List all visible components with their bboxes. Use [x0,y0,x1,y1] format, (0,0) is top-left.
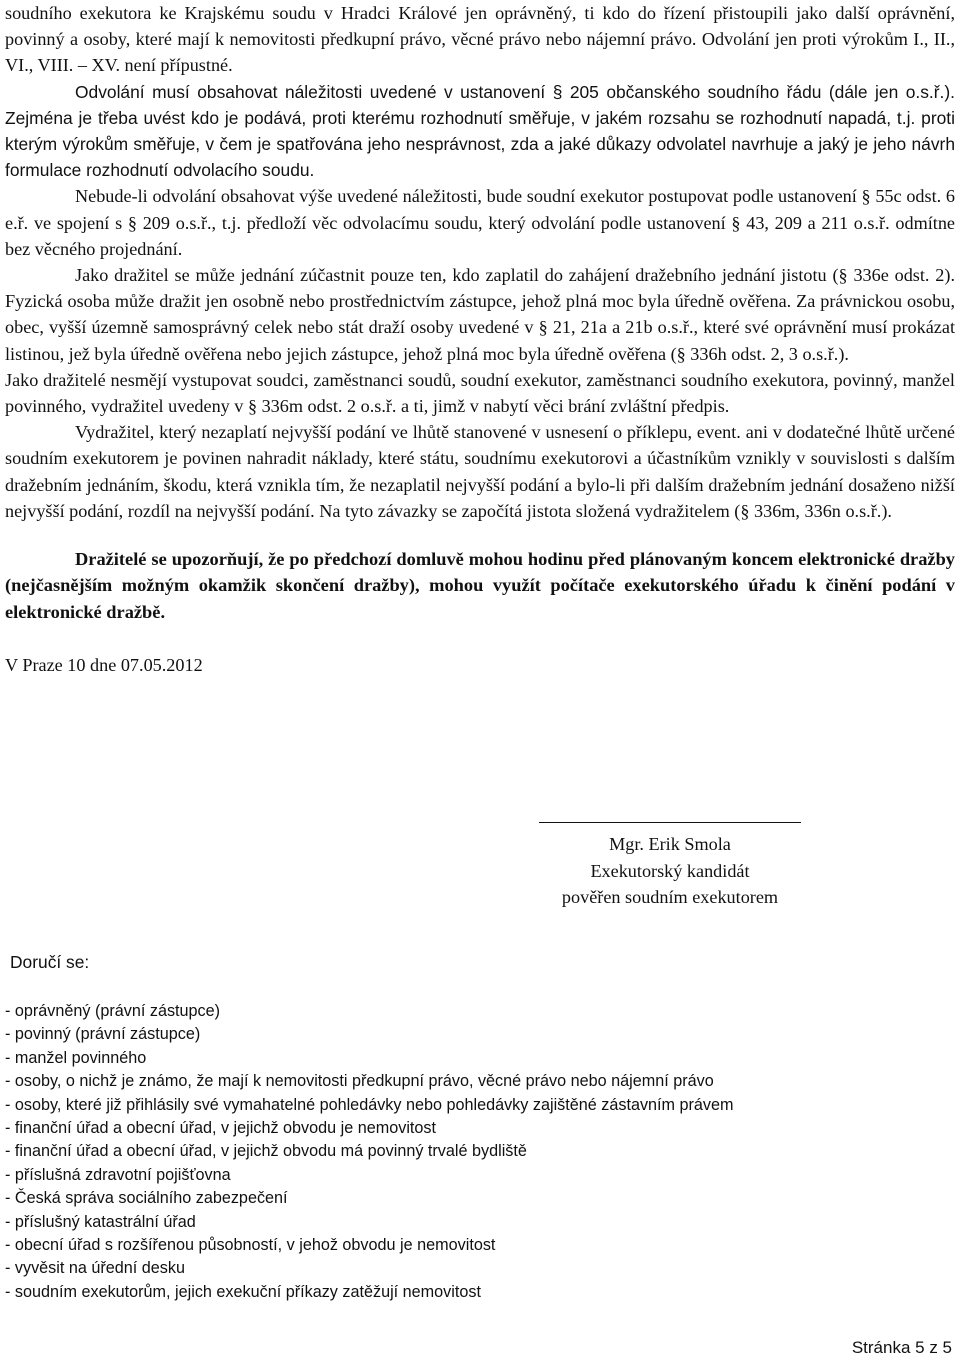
signer-name: Mgr. Erik Smola [609,834,731,854]
list-item: - finanční úřad a obecní úřad, v jejichž obvodu má povinný trvalé bydliště [5,1142,527,1161]
signer-role: Exekutorský kandidát [590,860,750,881]
signature-block [530,822,810,911]
list-item: - osoby, které již přihlásily své vymahatelné pohledávky nebo pohledávky zajištěné zástavním právem [5,1095,734,1114]
paragraph-nonpayment: Vydražitel, který nezaplatí nejvyšší podání ve lhůtě stanovené v usnesení o příklepu, event. ani v dodatečné lhůtě určené soudním exekutorem je povinen nahradit náklady, které státu, soudnímu exekutorovi a účastníkům vznikly v souvislosti s dalším dražebním jednáním, škodu, která vznikla tím, že nezaplatil nejvyšší podání a bylo-li při dalším dražebním jednání dosaženo nižší nejvyšší podání, rozdíl na nejvyšší podání. Na tyto závazky se započítá jistota složená vydražitelem (§ 336m, 336n o.s.ř.). [5,422,955,521]
list-item: - osoby, o nichž je známo, že mají k nemovitosti předkupní právo, věcné právo nebo nájemní právo [5,1072,714,1091]
list-item: - obecní úřad s rozšířenou působností, v jehož obvodu je nemovitost [5,1236,496,1255]
recipient-list [5,1000,734,1304]
signature-line [539,822,801,823]
paragraph-excluded-bidders: Jako dražitelé nesmějí vystupovat soudci, zaměstnanci soudů, soudní exekutor, zaměstnanci soudního exekutora, povinný, manžel povinného, vydražitel uvedeny v § 336m odst. 2 o.s.ř. a ti, jimž v nabytí věci brání zvláštní předpis. [5,369,955,417]
paragraph-bidder-deposit: Jako dražitel se může jednání zúčastnit pouze ten, kdo zaplatil do zahájení dražebního jednání jistotu (§ 336e odst. 2). Fyzická osoba může dražit jen osobně nebo prostřednictvím zástupce, jehož plná moc byla úředně ověřena. Za právnickou osobu, obec, vyšší územně samosprávný celek nebo stát draží osoby uvedené v § 21, 21a a 21b o.s.ř., které své oprávnění musí prokázat listinou, jež byla úředně ověřena nebo jejich zástupce, jehož plná moc byla úředně ověřena (§ 336h odst. 2, 3 o.s.ř.). [5,265,955,364]
list-item: - soudním exekutorům, jejich exekuční příkazy zatěžují nemovitost [5,1282,481,1301]
paragraph-appeal-requirements: Odvolání musí obsahovat náležitosti uvedené v ustanovení § 205 občanského soudního řádu (dále jen o.s.ř.). Zejména je třeba uvést kdo je podává, proti kterému rozhodnutí směřuje, v jakém rozsahu se rozhodnutí napadá, t.j. proti kterým výrokům směřuje, v čem je spatřována jeho nesprávnost, zda a jaké důkazy odvolatel navrhuje a jaký je jeho návrh formulace rozhodnutí odvolacího soudu. [5,81,955,181]
list-item: - příslušná zdravotní pojišťovna [5,1165,231,1184]
date-line: V Praze 10 dne 07.05.2012 [5,655,203,676]
list-item: - příslušný katastrální úřad [5,1212,196,1231]
paragraph-appeal-right: soudního exekutora ke Krajskému soudu v Hradci Králové jen oprávněný, ti kdo do řízení přistoupili jako další oprávnění, povinný a osoby, které mají k nemovitosti předkupní právo, věcné právo nebo nájemní právo. Odvolání jen proti výrokům I., II., VI., VIII. – XV. není přípustné. [5,3,955,76]
notice-electronic-auction: Dražitelé se upozorňují, že po předchozí domluvě mohou hodinu před plánovaným koncem elektronické dražby (nejčasnějším možným okamžik skončení dražby), mohou využít počítače exekutorského úřadu k činění podání v elektronické dražbě. [5,549,955,622]
document-page [5,0,955,677]
page-number: Stránka 5 z 5 [851,1338,952,1357]
list-item: - finanční úřad a obecní úřad, v jejichž obvodu je nemovitost [5,1119,437,1138]
list-item: - vyvěsit na úřední desku [5,1259,185,1278]
list-item: - Česká správa sociálního zabezpečení [5,1189,288,1208]
list-item: - manžel povinného [5,1048,147,1067]
paragraph-appeal-defects: Nebude-li odvolání obsahovat výše uvedené náležitosti, bude soudní exekutor postupovat podle ustanovení § 55c odst. 6 e.ř. ve spojení s § 209 o.s.ř., t.j. předloží věc odvolacímu soudu, který odvolání podle ustanovení § 43, 209 a 211 o.s.ř. odmítne bez věcného projednání. [5,186,955,259]
delivery-label: Doručí se: [10,952,90,972]
body-text [5,0,955,524]
list-item: - povinný (právní zástupce) [5,1025,201,1044]
list-item: - oprávněný (právní zástupce) [5,1002,221,1020]
signer-authority: pověřen soudním exekutorem [561,887,779,907]
